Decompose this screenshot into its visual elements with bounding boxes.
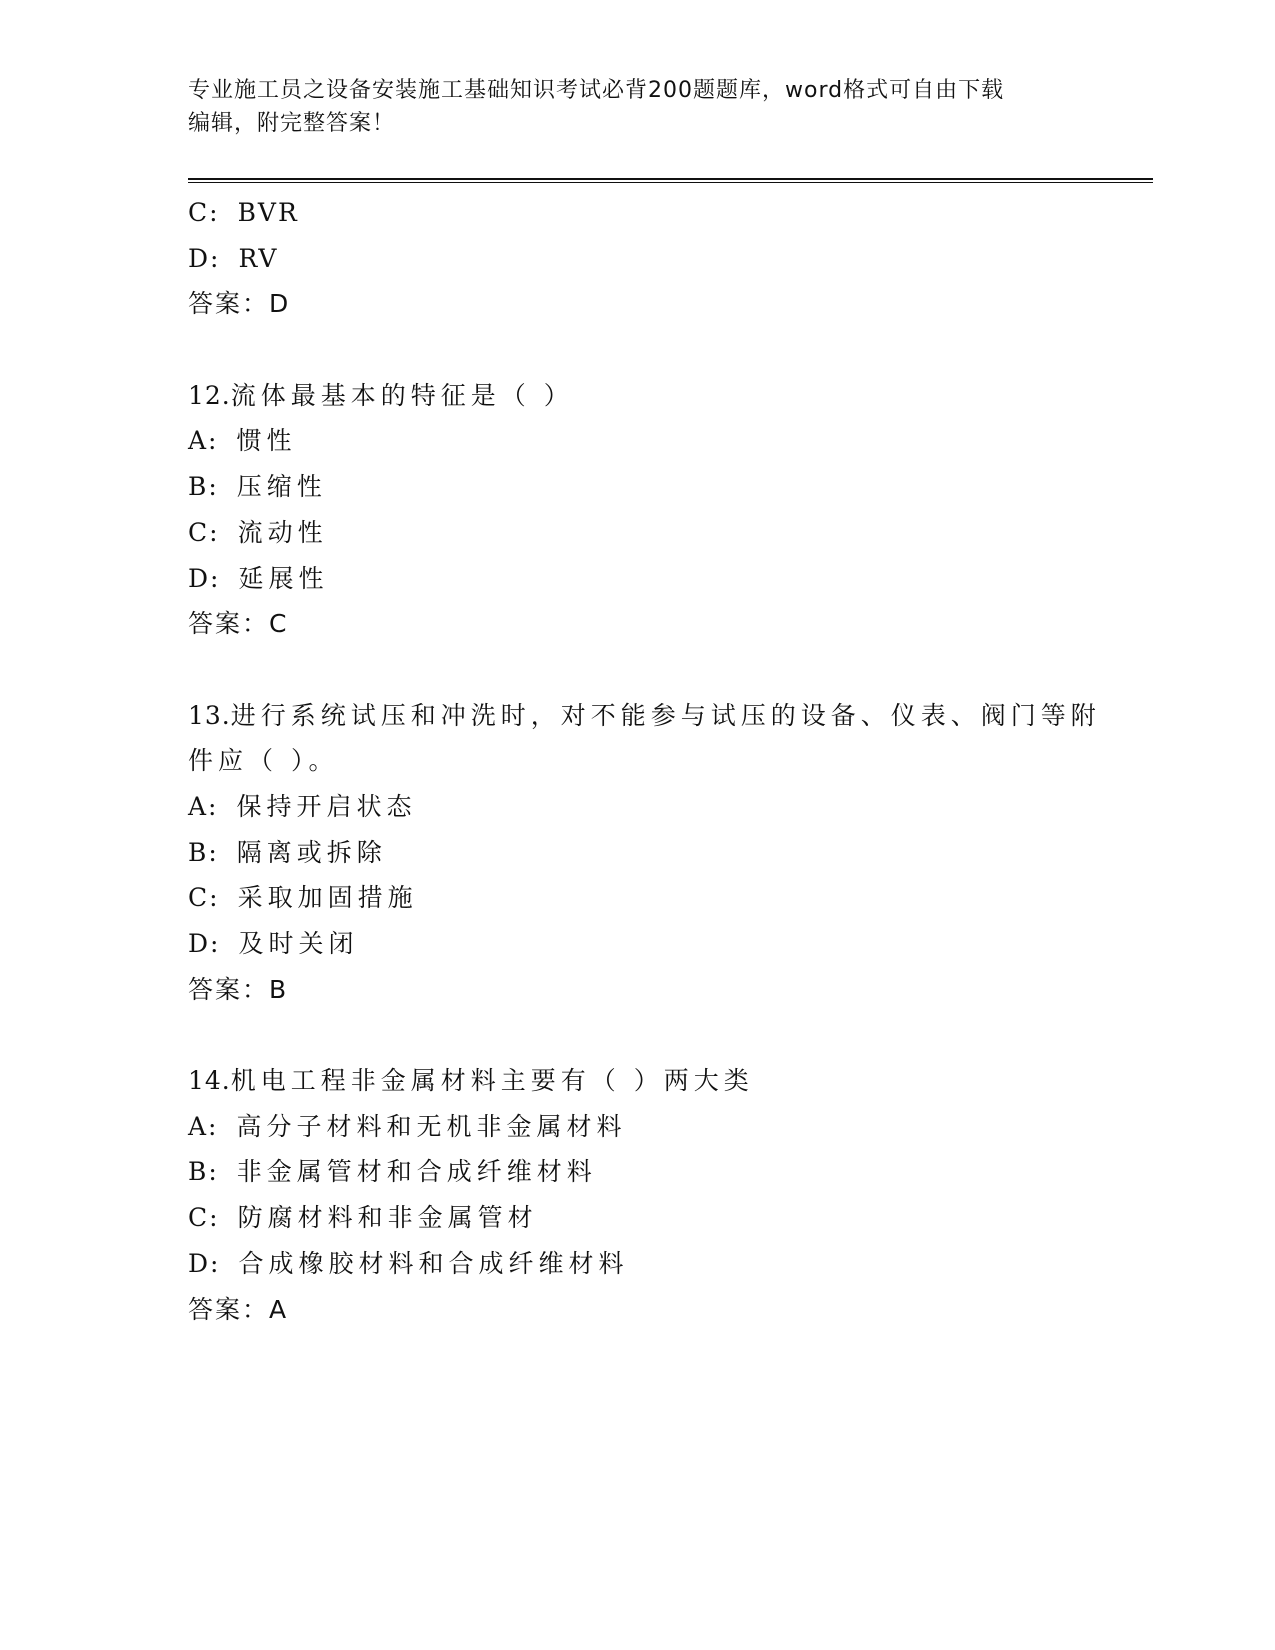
question-13 [188,693,1108,1013]
question-stem [188,693,1108,739]
option-letter: B: [188,472,219,502]
option-text: 合成橡胶材料和合成纤维材料 [238,1248,629,1278]
question-text: 流体最基本的特征是（ ） [230,380,574,410]
option-line [188,875,1108,921]
question-stem-continued: 件应（ ）。 [188,746,339,776]
option-text: 惯性 [236,426,297,456]
question-stem [188,373,1108,419]
option-text: 保持开启状态 [236,791,417,821]
answer-line: 答案：D [188,289,291,319]
option-line [188,784,1108,830]
option-text: RV [238,243,279,273]
option-letter: D: [188,1248,221,1278]
answer-line: 答案：B [188,974,289,1004]
option-text: 流动性 [237,517,328,547]
option-letter: A: [188,426,219,456]
answer-line: 答案：C [188,609,289,639]
option-text: 采取加固措施 [237,883,418,913]
option-text: 及时关闭 [238,929,359,958]
option-text: 隔离或拆除 [236,837,387,867]
question-12 [188,373,1108,647]
option-letter: C: [188,883,220,913]
header-line-2: 编辑，附完整答案！ [188,111,396,136]
question-text: 进行系统试压和冲洗时，对不能参与试压的设备、仪表、阀门等附 [230,700,1101,730]
option-line [188,190,1108,236]
option-text: 延展性 [238,563,329,593]
option-text: 非金属管材和合成纤维材料 [236,1157,597,1187]
question-14 [188,1058,1108,1332]
question-stem [188,1058,1108,1104]
option-text: 高分子材料和无机非金属材料 [236,1111,627,1141]
option-letter: D: [188,563,221,593]
prev-question [188,190,1108,327]
option-letter: B: [188,1157,219,1187]
option-line [188,464,1108,510]
question-list [188,190,1108,1332]
document-header [188,74,1088,140]
option-text: 防腐材料和非金属管材 [237,1203,538,1233]
option-letter: C: [188,1203,220,1233]
question-text: 机电工程非金属材料主要有（ ）两大类 [230,1066,754,1096]
option-line [188,1149,1108,1195]
option-line [188,1195,1108,1241]
header-rule-thick [188,178,1153,180]
header-line-1: 专业施工员之设备安装施工基础知识考试必背200题题库，word格式可自由下载 [188,78,1005,103]
option-line [188,830,1108,876]
question-number: 12. [188,380,231,410]
header-rule-thin [188,182,1153,183]
option-line [188,236,1108,282]
option-letter: D: [188,929,221,958]
option-text: BVR [237,198,299,227]
question-number: 14. [188,1066,231,1096]
option-letter: A: [188,791,219,821]
option-letter: A: [188,1111,219,1141]
option-letter: C: [188,517,220,547]
option-letter: D: [188,243,221,273]
option-line [188,418,1108,464]
option-line [188,1241,1108,1287]
option-line [188,921,1108,967]
option-letter: C: [188,198,220,227]
question-number: 13. [188,700,231,730]
option-line [188,556,1108,602]
option-line [188,510,1108,556]
option-text: 压缩性 [236,472,327,502]
answer-line: 答案：A [188,1294,289,1324]
option-line [188,1104,1108,1150]
option-letter: B: [188,837,219,867]
